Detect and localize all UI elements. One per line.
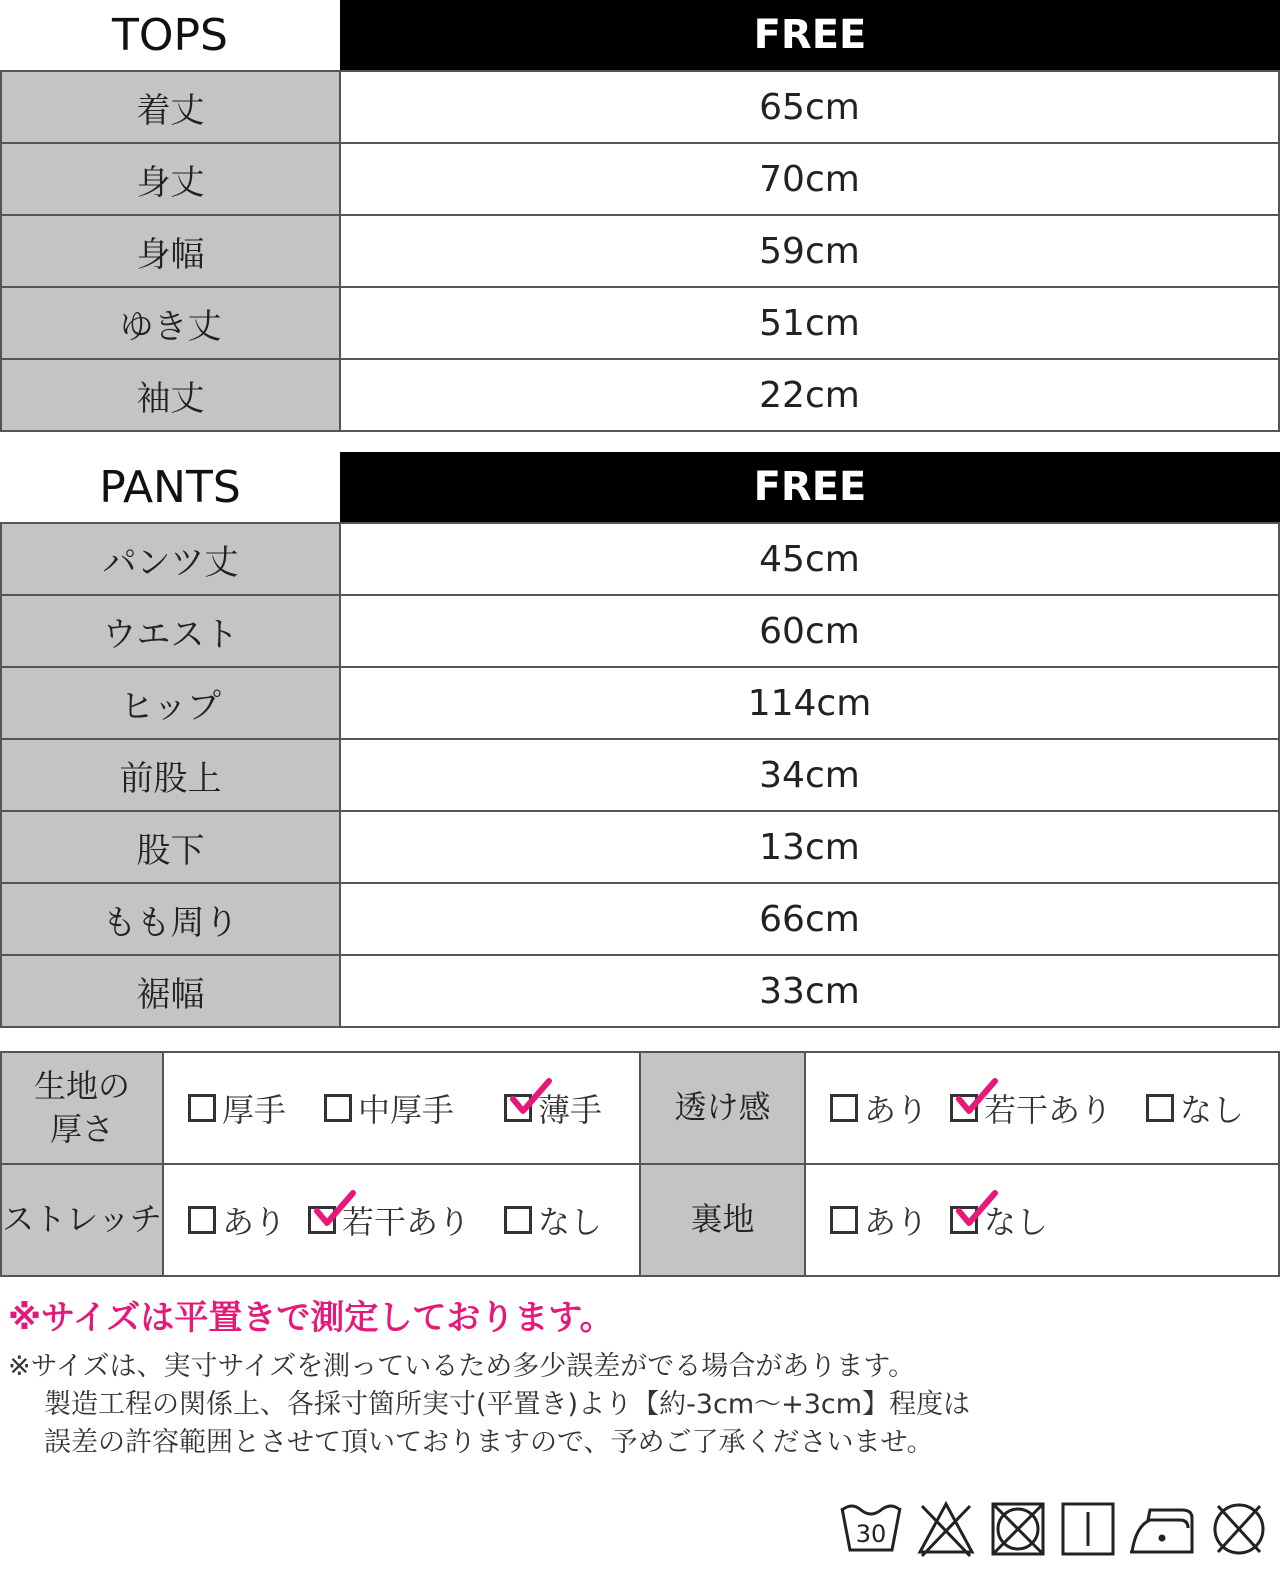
fabric-row-2 — [2, 1165, 1278, 1275]
pants-size-header: FREE — [340, 452, 1280, 522]
checkmark-icon — [509, 1077, 553, 1117]
tops-row-value: 51cm — [759, 302, 860, 344]
sheerness-option — [830, 1085, 928, 1131]
fabric-properties-table — [0, 1051, 1280, 1277]
no-bleach-icon — [914, 1496, 978, 1562]
tops-row-label: 身丈 — [2, 144, 341, 214]
tops-title: TOPS — [112, 9, 228, 61]
thickness-option — [324, 1085, 454, 1131]
disclaimer-line-2: 製造工程の関係上、各採寸箇所実寸(平置き)より【約-3cm〜+3cm】程度は — [44, 1389, 971, 1420]
checkbox-icon — [504, 1094, 532, 1122]
pants-row-value: 45cm — [759, 538, 860, 580]
thickness-label — [2, 1053, 164, 1163]
pants-row-label: ヒップ — [2, 668, 341, 738]
thickness-label-line2: 厚さ — [49, 1110, 114, 1148]
pants-row-label: ウエスト — [2, 596, 341, 666]
tops-rows — [0, 70, 1280, 432]
tops-row-value: 22cm — [759, 374, 860, 416]
wash-30-icon — [836, 1496, 906, 1562]
pants-row — [2, 812, 1278, 884]
checkmark-icon — [313, 1189, 357, 1229]
pants-row-value: 60cm — [759, 610, 860, 652]
iron-low-icon — [1126, 1496, 1198, 1562]
stretch-option — [188, 1197, 286, 1243]
thickness-option — [188, 1085, 286, 1131]
checkbox-icon — [188, 1206, 216, 1234]
wash-temp-label: 30 — [855, 1520, 887, 1548]
tops-row — [2, 288, 1278, 360]
pants-row-label: 裾幅 — [2, 956, 341, 1026]
stretch-options — [164, 1165, 639, 1275]
sheerness-option — [1146, 1085, 1244, 1131]
no-dry-clean-icon — [1208, 1496, 1270, 1562]
tops-row-label: 着丈 — [2, 72, 341, 142]
pants-row-label: 股下 — [2, 812, 341, 882]
thickness-option-label: 厚手 — [222, 1091, 287, 1129]
sheerness-option — [950, 1085, 1112, 1131]
pants-row — [2, 524, 1278, 596]
stretch-label: ストレッチ — [2, 1165, 164, 1275]
pants-row-value: 33cm — [759, 970, 860, 1012]
tops-row-value: 65cm — [759, 86, 860, 128]
sheerness-option-label: 若干あり — [984, 1091, 1113, 1129]
checkmark-icon — [955, 1189, 999, 1229]
checkbox-icon — [308, 1206, 336, 1234]
tops-row — [2, 144, 1278, 216]
tops-row-label: 身幅 — [2, 216, 341, 286]
thickness-options — [164, 1053, 639, 1163]
lining-option-label: なし — [984, 1203, 1049, 1241]
sheerness-options — [806, 1053, 1278, 1163]
stretch-option-label: なし — [538, 1203, 603, 1241]
checkmark-icon — [955, 1077, 999, 1117]
pants-row-value: 66cm — [759, 898, 860, 940]
pants-row-value: 114cm — [747, 682, 872, 724]
tops-row-value: 70cm — [759, 158, 860, 200]
pants-size-table — [0, 452, 1280, 1032]
tops-size-table — [0, 0, 1280, 434]
checkbox-icon — [950, 1094, 978, 1122]
lining-option — [950, 1197, 1048, 1243]
stretch-option-label: 若干あり — [342, 1203, 471, 1241]
thickness-option — [504, 1085, 602, 1131]
pants-row — [2, 740, 1278, 812]
no-tumble-dry-icon — [988, 1496, 1048, 1562]
care-symbols — [836, 1496, 1276, 1562]
tops-row-label: ゆき丈 — [2, 288, 341, 358]
tops-row — [2, 216, 1278, 288]
pants-row-value: 13cm — [759, 826, 860, 868]
checkbox-icon — [830, 1094, 858, 1122]
fabric-row-1 — [2, 1053, 1278, 1165]
thickness-label-line1: 生地の — [33, 1066, 130, 1105]
pants-row-label: もも周り — [2, 884, 341, 954]
sheerness-label: 透け感 — [639, 1053, 806, 1163]
tops-row — [2, 72, 1278, 144]
disclaimer-line-3: 誤差の許容範囲とさせて頂いておりますので、予めご了承くださいませ。 — [44, 1427, 934, 1458]
stretch-option-label: あり — [222, 1203, 287, 1241]
thickness-option-label: 薄手 — [538, 1091, 603, 1129]
pants-rows — [0, 522, 1280, 1028]
tops-size-header: FREE — [340, 0, 1280, 70]
tops-row — [2, 360, 1278, 432]
lining-option — [830, 1197, 928, 1243]
sheerness-option-label: あり — [864, 1091, 929, 1129]
pants-row — [2, 668, 1278, 740]
checkbox-icon — [1146, 1094, 1174, 1122]
tops-row-label: 袖丈 — [2, 360, 341, 430]
lining-options — [806, 1165, 1278, 1275]
pants-row — [2, 596, 1278, 668]
lining-label: 裏地 — [639, 1165, 806, 1275]
pants-title: PANTS — [99, 461, 241, 513]
pants-row — [2, 884, 1278, 956]
pants-row-value: 34cm — [759, 754, 860, 796]
checkbox-icon — [830, 1206, 858, 1234]
tops-row-value: 59cm — [759, 230, 860, 272]
measurement-note: ※サイズは平置きで測定しております。 — [8, 1298, 614, 1338]
pants-row-label: 前股上 — [2, 740, 341, 810]
stretch-option — [308, 1197, 470, 1243]
checkbox-icon — [324, 1094, 352, 1122]
pants-row-label: パンツ丈 — [2, 524, 341, 594]
line-dry-icon — [1058, 1496, 1118, 1562]
thickness-option-label: 中厚手 — [358, 1091, 455, 1129]
pants-row — [2, 956, 1278, 1028]
sheerness-option-label: なし — [1180, 1091, 1245, 1129]
checkbox-icon — [950, 1206, 978, 1234]
checkbox-icon — [188, 1094, 216, 1122]
checkbox-icon — [504, 1206, 532, 1234]
lining-option-label: あり — [864, 1203, 929, 1241]
stretch-option — [504, 1197, 602, 1243]
disclaimer-line-1: ※サイズは、実寸サイズを測っているため多少誤差がでる場合があります。 — [8, 1351, 916, 1382]
